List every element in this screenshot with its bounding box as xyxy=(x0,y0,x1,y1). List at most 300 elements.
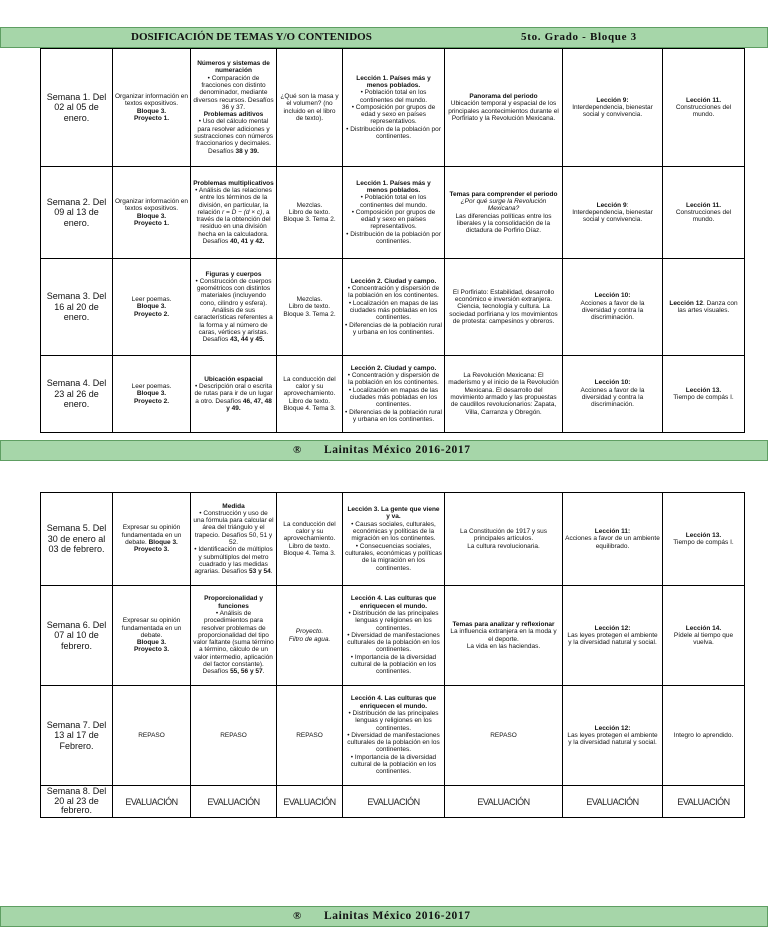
cell-paragraph xyxy=(279,216,340,223)
text-run: Proyecto 3. xyxy=(133,646,170,654)
history-cell xyxy=(445,493,562,585)
cell-paragraph xyxy=(193,503,274,510)
text-run: Libro de texto. xyxy=(288,542,331,550)
text-run: 53 y 54 xyxy=(249,568,271,576)
cell-paragraph xyxy=(345,506,442,521)
science-cell xyxy=(277,356,342,432)
text-run: 55, 56 y 57 xyxy=(230,668,263,676)
text-run: REPASO xyxy=(490,731,517,739)
text-run: Proyecto 2. xyxy=(133,397,170,405)
science-cell xyxy=(277,686,342,785)
text-run: Expresar su opinión fundamentada en un debate. xyxy=(121,524,182,546)
spanish-cell xyxy=(113,259,190,355)
week-cell xyxy=(41,167,112,258)
cell-paragraph xyxy=(115,311,188,318)
text-run: Bloque 3. xyxy=(136,303,167,311)
text-run: Lección 9 xyxy=(596,201,627,209)
history-cell xyxy=(445,49,562,166)
cell-paragraph xyxy=(115,93,188,108)
civics-cell xyxy=(563,259,662,355)
cell-paragraph xyxy=(345,610,442,632)
week-cell xyxy=(41,493,112,585)
geography-cell xyxy=(343,493,444,585)
cell-paragraph xyxy=(665,632,742,647)
text-run: • Distribución de las principales lenguas y religiones en los continentes. xyxy=(348,709,439,732)
cell-paragraph xyxy=(279,521,340,543)
text-run: REPASO xyxy=(220,731,247,739)
cell-paragraph xyxy=(447,213,560,235)
text-run: Tiempo de compás I. xyxy=(673,539,734,546)
cell-paragraph xyxy=(447,198,560,213)
arts-cell xyxy=(663,586,744,685)
cell-paragraph xyxy=(279,296,340,303)
cell-paragraph xyxy=(115,296,188,303)
text-run: ¿Por qué surge la Revolución Mexicana? xyxy=(460,197,547,213)
cell-paragraph xyxy=(115,390,188,397)
cell-paragraph xyxy=(665,104,742,119)
text-run: Lección 14. xyxy=(685,624,722,632)
geography-cell xyxy=(343,686,444,785)
civics-cell xyxy=(563,49,662,166)
text-run: Libro de texto. xyxy=(288,208,331,216)
arts-cell xyxy=(663,259,744,355)
text-run: Ubicación temporal y espacial de los principales acontecimientos durante el Porfiriato y la Revolución Mexicana. xyxy=(448,100,559,122)
cell-paragraph xyxy=(279,202,340,209)
cell-paragraph xyxy=(345,521,442,543)
cell-paragraph xyxy=(565,725,660,732)
arts-cell xyxy=(663,167,744,258)
text-run: Lección 9: xyxy=(596,96,629,104)
cell-paragraph xyxy=(447,643,560,650)
cell-paragraph xyxy=(345,126,442,141)
cell-paragraph xyxy=(345,180,442,195)
history-cell xyxy=(445,356,562,432)
text-run: El Porfiriato: Estabilidad, desarrollo económico e inversión extranjera. Ciencia, tecnología y cultura. La sociedad porfiriana y los movimientos de protesta: campesinos y obreros. xyxy=(449,288,558,325)
cell-paragraph xyxy=(665,202,742,209)
week-cell xyxy=(41,356,112,432)
text-run: • Uso del cálculo mental para resolver adiciones y sustracciones con números fraccionarios y decimales. Desafíos xyxy=(193,118,274,155)
science-cell xyxy=(277,167,342,258)
text-run: Lección 11: xyxy=(594,528,631,536)
text-run: 46, 47, 48 y 49. xyxy=(226,397,272,412)
text-run: Temas para comprender el periodo xyxy=(449,190,558,198)
text-run: Acciones a favor de un ambiente equilibrado. xyxy=(565,535,660,550)
text-run: ¿Qué son la masa y el volumen? (no incluido en el libro de texto). xyxy=(280,92,339,122)
text-run: Lección 10: xyxy=(594,292,631,300)
cell-paragraph xyxy=(345,300,442,322)
text-run: Bloque 3. Tema 2. xyxy=(283,310,336,318)
cell-paragraph xyxy=(665,97,742,104)
science-cell xyxy=(277,586,342,685)
week-label: Semana 2. Del 09 al 13 de enero. xyxy=(46,196,107,228)
schedule-table-page-2 xyxy=(40,492,745,818)
text-run: Lección 1. Países más y menos poblados. xyxy=(356,179,431,194)
text-run: • Diversidad de manifestaciones culturales de la población en los continentes. xyxy=(347,731,440,754)
cell-paragraph xyxy=(115,115,188,122)
registered-icon: ® xyxy=(293,444,302,456)
cell-paragraph xyxy=(193,180,274,187)
cell-paragraph xyxy=(447,289,560,325)
text-run: Construcciones del mundo. xyxy=(675,208,732,224)
text-run: • Población total en los continentes del mundo. xyxy=(359,194,428,209)
text-run: • Análisis de las relaciones entre los términos de la división, en particular, la relación xyxy=(195,186,272,216)
text-run: • Diferencias de la población rural y urbana en los continentes. xyxy=(345,321,442,336)
spanish-cell xyxy=(113,49,190,166)
cell-paragraph xyxy=(279,797,340,807)
week-cell xyxy=(41,786,112,817)
text-run: Filtro de agua. xyxy=(288,635,331,643)
text-run: REPASO xyxy=(138,731,165,739)
history-cell xyxy=(445,786,562,817)
text-run: Pídele al tiempo que vuelva. xyxy=(673,631,734,647)
spanish-cell xyxy=(113,586,190,685)
history-cell xyxy=(445,167,562,258)
document-title: DOSIFICACIÓN DE TEMAS Y/O CONTENIDOS xyxy=(131,31,372,43)
cell-paragraph xyxy=(345,387,442,409)
text-run: Las diferencias políticas entre los liberales y la consolidación de la dictadura de Porfirio Díaz. xyxy=(455,212,552,235)
text-run: Lección 11. xyxy=(685,201,722,209)
math-cell xyxy=(191,167,276,258)
cell-paragraph xyxy=(565,732,660,747)
text-run: Mezclas. xyxy=(296,296,323,304)
cell-paragraph xyxy=(565,535,660,550)
text-run: Lección 12: xyxy=(594,724,631,732)
text-run: , a través de la obtención del residuo en una división hecha en la calculadora. Desafíos xyxy=(196,208,271,246)
history-cell xyxy=(445,686,562,785)
text-run: Lección 13. xyxy=(685,531,722,539)
math-cell xyxy=(191,586,276,685)
text-run: La conducción del calor y su aprovechamiento. xyxy=(283,520,336,543)
cell-paragraph xyxy=(279,732,340,739)
civics-cell xyxy=(563,167,662,258)
cell-paragraph xyxy=(193,595,274,610)
cell-paragraph xyxy=(193,383,274,412)
text-run: EVALUACIÓN xyxy=(477,796,530,807)
cell-paragraph xyxy=(665,209,742,224)
cell-paragraph xyxy=(279,93,340,122)
text-run: • Diversidad de manifestaciones culturales de la población en los continentes. xyxy=(347,631,440,654)
cell-paragraph xyxy=(115,546,188,553)
cell-paragraph xyxy=(565,97,660,104)
text-run: • Importancia de la diversidad cultural de la población en los continentes. xyxy=(350,653,437,676)
text-run: • Diferencias de la población rural y urbana en los continentes. xyxy=(345,408,442,423)
text-run: • Construcción y uso de una fórmula para calcular el área del triángulo y el trapecio. Desafíos 50, 51 y 52. xyxy=(193,509,274,546)
text-run: Proyecto 3. xyxy=(133,546,170,554)
text-run: • Localización en mapas de las ciudades más pobladas en los continentes. xyxy=(348,386,439,409)
text-run: Figuras y cuerpos xyxy=(205,270,262,278)
text-run: . xyxy=(270,568,273,576)
cell-paragraph xyxy=(665,732,742,739)
text-run: • Importancia de la diversidad cultural de la población en los continentes. xyxy=(350,753,437,776)
text-run: Tiempo de compás I. xyxy=(673,394,734,401)
civics-cell xyxy=(563,786,662,817)
cell-paragraph xyxy=(447,628,560,643)
week-label: Semana 7. Del 13 al 17 de Febrero. xyxy=(46,719,107,751)
text-run: EVALUACIÓN xyxy=(283,796,336,807)
cell-paragraph xyxy=(565,209,660,224)
text-run: . xyxy=(262,668,265,676)
week-cell xyxy=(41,259,112,355)
text-run: Problemas multiplicativos xyxy=(193,179,274,187)
cell-paragraph xyxy=(193,376,274,383)
text-run: Problemas aditivos xyxy=(203,111,264,119)
cell-paragraph xyxy=(193,610,274,676)
text-run: Proyecto 2. xyxy=(133,310,170,318)
text-run: EVALUACIÓN xyxy=(586,796,639,807)
math-cell xyxy=(191,356,276,432)
cell-paragraph xyxy=(193,271,274,278)
cell-paragraph xyxy=(115,198,188,213)
text-run: Leer poemas. xyxy=(131,383,172,391)
cell-paragraph xyxy=(345,654,442,676)
cell-paragraph xyxy=(279,543,340,550)
spanish-cell xyxy=(113,686,190,785)
week-cell xyxy=(41,586,112,685)
cell-paragraph xyxy=(447,732,560,739)
cell-paragraph xyxy=(345,104,442,126)
cell-paragraph xyxy=(345,409,442,424)
text-run: Lección 4. Las culturas que enriquecen el mundo. xyxy=(350,695,437,710)
arts-cell xyxy=(663,49,744,166)
cell-paragraph xyxy=(279,376,340,398)
cell-paragraph xyxy=(115,639,188,646)
cell-paragraph xyxy=(279,209,340,216)
grade-label: 5to. Grado - Bloque 3 xyxy=(521,31,637,43)
spanish-cell xyxy=(113,356,190,432)
text-run: Lección 12 xyxy=(669,299,703,307)
cell-paragraph xyxy=(193,60,274,75)
geography-cell xyxy=(343,356,444,432)
cell-paragraph xyxy=(665,532,742,539)
text-run: Las leyes protegen el ambiente y la diversidad natural y social. xyxy=(567,731,658,747)
week-label: Semana 1. Del 02 al 05 de enero. xyxy=(46,91,107,123)
text-run: Bloque 3. xyxy=(136,639,167,647)
math-cell xyxy=(191,686,276,785)
civics-cell xyxy=(563,356,662,432)
text-run: La Revolución Mexicana: El maderismo y el inicio de la Revolución Mexicana. El desarrollo del movimiento armado y las propuestas de caudillos revolucionarios: Zapata, Villa, Carranza y Obregón. xyxy=(448,372,559,416)
cell-paragraph xyxy=(193,797,274,807)
text-run: Bloque 3. xyxy=(136,212,167,220)
cell-paragraph xyxy=(345,231,442,246)
schedule-table-page-1 xyxy=(40,48,745,433)
text-run: Temas para analizar y reflexionar xyxy=(452,620,555,628)
text-run: Interdependencia, bienestar social y convivencia. xyxy=(572,103,653,119)
science-cell xyxy=(277,786,342,817)
text-run: • Análisis de procedimientos para resolver problemas de proporcionalidad del tipo valor faltante (suma término a término, cálculo de un valor intermedio, aplicación del factor constante). Desafíos xyxy=(193,609,274,676)
text-run: 40, 41 y 42. xyxy=(230,238,265,246)
cell-paragraph xyxy=(193,732,274,739)
cell-paragraph xyxy=(193,546,274,575)
cell-paragraph xyxy=(447,100,560,122)
cell-paragraph xyxy=(279,303,340,310)
cell-paragraph xyxy=(665,539,742,546)
science-cell xyxy=(277,49,342,166)
text-run: • Comparación de fracciones con distinto denominador, mediante diversos recursos. Desafíos 36 y 37. xyxy=(193,74,274,111)
week-label: Semana 6. Del 07 al 10 de febrero. xyxy=(46,619,107,651)
cell-paragraph xyxy=(115,732,188,739)
cell-paragraph xyxy=(345,278,442,285)
science-cell xyxy=(277,259,342,355)
cell-paragraph xyxy=(279,398,340,405)
science-cell xyxy=(277,493,342,585)
arts-cell xyxy=(663,686,744,785)
geography-cell xyxy=(343,49,444,166)
text-run: Proyecto 1. xyxy=(133,114,170,122)
text-run: Organizar información en textos expositivos. xyxy=(115,92,188,108)
text-run: Organizar información en textos expositivos. xyxy=(115,197,188,213)
text-run: 43, 44 y 45. xyxy=(230,336,265,344)
cell-paragraph xyxy=(565,632,660,647)
text-run: REPASO xyxy=(296,731,323,739)
cell-paragraph xyxy=(115,220,188,227)
cell-paragraph xyxy=(193,187,274,245)
cell-paragraph xyxy=(115,524,188,546)
text-run: EVALUACIÓN xyxy=(677,796,730,807)
geography-cell xyxy=(343,786,444,817)
text-run: : xyxy=(626,201,629,209)
cell-paragraph xyxy=(345,365,442,372)
cell-paragraph xyxy=(447,372,560,416)
cell-paragraph xyxy=(565,528,660,535)
text-run: Bloque 4. Tema 3. xyxy=(283,404,336,412)
text-run: • Distribución de la población por continentes. xyxy=(346,125,441,141)
text-run: • Composición por grupos de edad y sexo en países representativos. xyxy=(351,208,436,231)
text-run: • Consecuencias sociales, culturales, económicas y políticas de la migración en los continentes. xyxy=(345,542,442,572)
week-label: Semana 8. Del 20 al 23 de febrero. xyxy=(46,786,107,816)
text-run: Lección 10: xyxy=(594,379,631,387)
history-cell xyxy=(445,586,562,685)
cell-paragraph xyxy=(565,797,660,807)
cell-paragraph xyxy=(665,394,742,401)
civics-cell xyxy=(563,493,662,585)
text-run: Números y sistemas de numeración xyxy=(197,60,270,75)
text-run: Bloque 3. xyxy=(136,107,167,115)
text-run: Proporcionalidad y funciones xyxy=(204,595,263,610)
cell-paragraph xyxy=(665,625,742,632)
cell-paragraph xyxy=(115,213,188,220)
text-run: • Distribución de la población por continentes. xyxy=(346,230,441,246)
text-run: Lección 11. xyxy=(685,96,722,104)
text-run: Interdependencia, bienestar social y convivencia. xyxy=(572,208,653,224)
text-run: • Población total en los continentes del mundo. xyxy=(359,89,428,104)
cell-paragraph xyxy=(447,528,560,543)
cell-paragraph xyxy=(345,632,442,654)
text-run: Lección 1. Países más y menos poblados. xyxy=(356,74,431,89)
header-band xyxy=(0,27,768,48)
week-label: Semana 5. Del 30 de enero al 03 de febrero. xyxy=(46,523,107,555)
cell-paragraph xyxy=(279,550,340,557)
cell-paragraph xyxy=(115,108,188,115)
geography-cell xyxy=(343,259,444,355)
cell-paragraph xyxy=(345,797,442,807)
text-run: • Construcción de cuerpos geométricos con distintos materiales (incluyendo cono, cilindro y esfera). Análisis de sus características referentes a la forma y al número de caras, vértices y aristas. Desafíos xyxy=(194,277,273,344)
cell-paragraph xyxy=(345,710,442,732)
cell-paragraph xyxy=(447,191,560,198)
text-run: La Constitución de 1917 y sus principales artículos. xyxy=(459,528,548,543)
text-run: La influencia extranjera en la moda y el deporte. xyxy=(450,628,557,643)
text-run: Lección 12: xyxy=(594,624,631,632)
text-run: Mezclas. xyxy=(296,201,323,209)
text-run: Acciones a favor de la diversidad y contra la discriminación. xyxy=(580,299,645,322)
text-run: Lección 13. xyxy=(685,386,722,394)
cell-paragraph xyxy=(565,300,660,322)
cell-paragraph xyxy=(279,311,340,318)
arts-cell xyxy=(663,493,744,585)
cell-paragraph xyxy=(665,797,742,807)
cell-paragraph xyxy=(115,303,188,310)
text-run: Bloque 4. Tema 3. xyxy=(283,549,336,557)
footer-band xyxy=(0,906,768,927)
math-cell xyxy=(191,493,276,585)
cell-paragraph xyxy=(345,194,442,209)
text-run: r = D − (d × c) xyxy=(222,208,263,216)
math-cell xyxy=(191,49,276,166)
footer-text: Lainitas México 2016-2017 xyxy=(324,910,471,922)
cell-paragraph xyxy=(345,75,442,90)
text-run: Lección 2. Ciudad y campo. xyxy=(350,277,437,285)
text-run: Lección 3. La gente que viene y va. xyxy=(347,506,440,521)
text-run: Integro lo aprendido. xyxy=(673,731,734,739)
math-cell xyxy=(191,786,276,817)
text-run: Medida xyxy=(222,502,245,510)
arts-cell xyxy=(663,356,744,432)
text-run: Panorama del periodo xyxy=(469,92,538,100)
cell-paragraph xyxy=(115,383,188,390)
cell-paragraph xyxy=(447,93,560,100)
cell-paragraph xyxy=(115,398,188,405)
spanish-cell xyxy=(113,167,190,258)
cell-paragraph xyxy=(565,104,660,119)
cell-paragraph xyxy=(565,625,660,632)
geography-cell xyxy=(343,167,444,258)
civics-cell xyxy=(563,686,662,785)
text-run: • Distribución de las principales lenguas y religiones en los continentes. xyxy=(348,609,439,632)
cell-paragraph xyxy=(193,75,274,111)
cell-paragraph xyxy=(345,754,442,776)
text-run: La cultura revolucionaria. xyxy=(467,542,540,550)
cell-paragraph xyxy=(345,322,442,337)
cell-paragraph xyxy=(345,543,442,572)
math-cell xyxy=(191,259,276,355)
text-run: • Identificación de múltiplos y submúltiplos del metro cuadrado y las medidas agrarias. Desafíos xyxy=(194,546,273,576)
text-run: Leer poemas. xyxy=(131,296,172,304)
text-run: • Descripción oral o escrita de rutas para ir de un lugar a otro. Desafíos xyxy=(194,383,273,405)
cell-paragraph xyxy=(665,300,742,315)
spanish-cell xyxy=(113,493,190,585)
text-run: Libro de texto. xyxy=(288,303,331,311)
text-run: 38 y 39. xyxy=(235,147,259,155)
cell-paragraph xyxy=(193,510,274,546)
cell-paragraph xyxy=(345,695,442,710)
text-run: Construcciones del mundo. xyxy=(675,103,732,119)
text-run: Lección 4. Las culturas que enriquecen el mundo. xyxy=(350,595,437,610)
text-run: Bloque 3. Tema 2. xyxy=(283,216,336,224)
text-run: Bloque 3. xyxy=(136,390,167,398)
cell-paragraph xyxy=(345,732,442,754)
text-run: • Concentración y dispersión de la población en los continentes. xyxy=(347,285,440,300)
cell-paragraph xyxy=(193,118,274,154)
cell-paragraph xyxy=(447,797,560,807)
week-label: Semana 3. Del 16 al 20 de enero. xyxy=(46,291,107,323)
cell-paragraph xyxy=(565,379,660,386)
cell-paragraph xyxy=(345,285,442,300)
cell-paragraph xyxy=(345,372,442,387)
civics-cell xyxy=(563,586,662,685)
week-cell xyxy=(41,686,112,785)
text-run: Lección 2. Ciudad y campo. xyxy=(350,364,437,372)
text-run: La conducción del calor y su aprovechamiento. xyxy=(283,375,336,398)
text-run: Expresar su opinión fundamentada en un debate. xyxy=(121,617,182,639)
